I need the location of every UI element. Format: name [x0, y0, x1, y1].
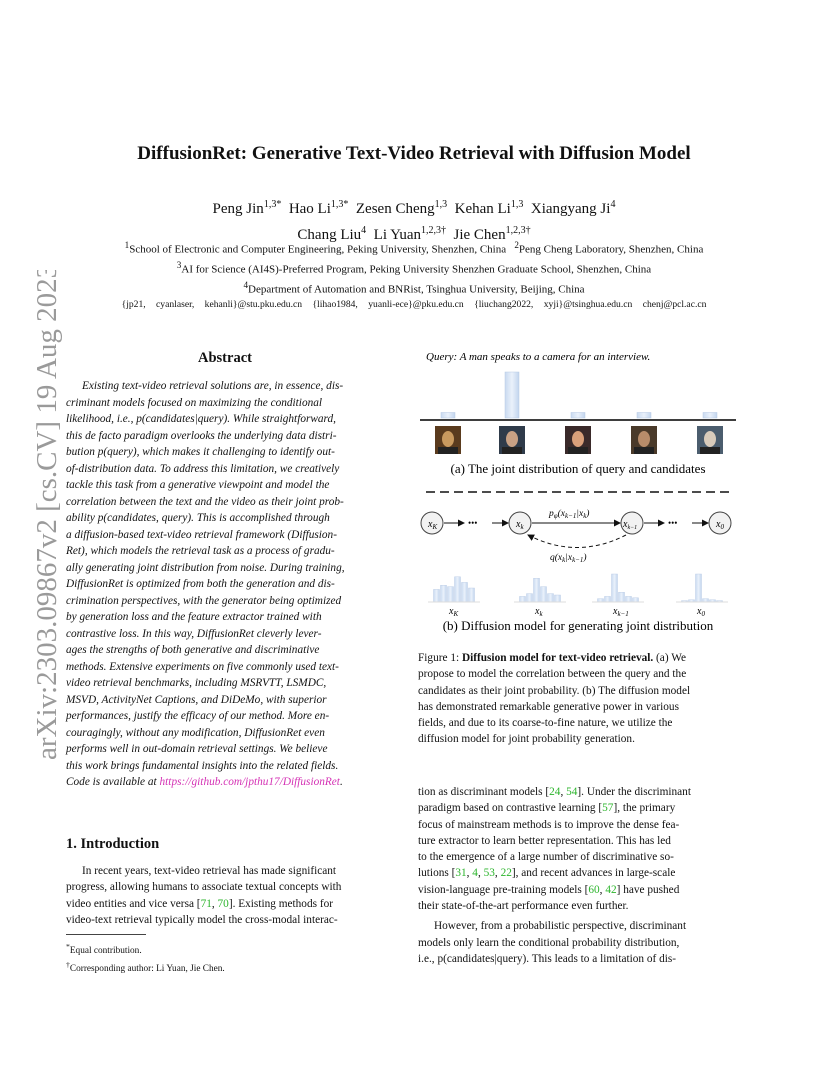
author-affil-sup: 1,2,3† [505, 225, 531, 236]
affil-sup: 2 [514, 240, 519, 250]
abstract-line: MSVD, ActivityNet Captions, and DiDeMo, with superior [66, 693, 327, 706]
footnote-rule [66, 934, 146, 935]
author-name: Jie Chen [453, 227, 506, 243]
abstract-line: this work brings fundamental insights into the related fields. [66, 759, 339, 772]
abstract-line: Ret), which models the retrieval task as a process of gradu- [66, 545, 335, 557]
diffusion-histograms [428, 574, 728, 618]
author-name: Kehan Li [454, 201, 511, 217]
author-affil-sup: 1,3 [434, 199, 448, 210]
paper-title: DiffusionRet: Generative Text-Video Retrieval with Diffusion Model [137, 143, 691, 164]
text-line: models only learn the conditional probability distribution, [418, 936, 680, 949]
text-line: vision-language pre-training models [60, 42] have pushed [418, 883, 680, 896]
svg-text:xk−1: $x_{k-1}$ [623, 519, 638, 531]
author-affil-sup: 1,3 [510, 199, 524, 210]
text-line: video entities and vice versa [71, 70]. Existing methods for [66, 897, 333, 910]
author-affil-sup: 1,3* [330, 199, 349, 210]
text-line: has demonstrated remarkable generative power in various [418, 700, 679, 713]
histogram-bar [555, 595, 561, 602]
affiliation-4: Department of Automation and BNRist, Tsinghua University, Beijing, China [248, 283, 585, 296]
author-affil-sup: 1,2,3† [421, 225, 447, 236]
abstract-line: crimination perspectives, with the generator being optimized [66, 594, 342, 607]
joint-bar [441, 412, 455, 418]
abstract-line: bution p(query), which makes it challenging to identify out- [66, 446, 335, 458]
affiliation-line-2 [20, 260, 808, 276]
abstract-line: likelihood, i.e., p(candidates|query). While straightforward, [66, 413, 337, 425]
abstract-line: couragingly, without any modification, DiffusionRet even [66, 726, 325, 739]
citation-link[interactable]: 60 [588, 883, 600, 896]
video-frame-thumbnail [631, 426, 657, 454]
histogram-bar [434, 589, 440, 602]
figure-query: Query: A man speaks to a camera for an interview. [426, 351, 651, 363]
histogram-label: $x_{k-1}$ [613, 606, 629, 618]
affiliation-1: School of Electronic and Computer Engineering, Peking University, Shenzhen, China [129, 243, 507, 256]
histogram-bar [455, 577, 461, 602]
text-line: In recent years, text-video retrieval has made significant [82, 865, 337, 877]
citation-link[interactable]: 4 [472, 867, 478, 880]
text-line: ture extractor to learn better representation. This has led [418, 834, 671, 847]
abstract-line: ages the strengths of both generative and discriminative [66, 644, 320, 656]
figure-caption-a: (a) The joint distribution of query and candidates [450, 461, 706, 476]
citation-link[interactable]: 24 [549, 786, 561, 798]
abstract-body [66, 378, 388, 791]
text-line: Figure 1: Diffusion model for text-video retrieval. (a) We [418, 652, 686, 664]
abstract-line: video retrieval benchmarks, including MSRVTT, LSMDC, [66, 677, 327, 689]
abstract-last-line: Code is available at https://github.com/jpthu17/DiffusionRet. [66, 776, 343, 788]
svg-text:x0: $x_0$ [716, 519, 724, 531]
author-name: Peng Jin [212, 201, 264, 217]
histogram-bar [703, 599, 709, 602]
joint-bar [637, 412, 651, 418]
abstract-line: Existing text-video retrieval solutions are, in essence, dis- [82, 380, 344, 392]
abstract-line: a diffusion-based text-video retrieval framework (Diffusion- [66, 528, 337, 541]
author-affil-sup: 1,3* [263, 199, 282, 210]
abstract-line: criminant models focused on maximizing the conditional [66, 396, 323, 409]
histogram-bar [612, 574, 618, 602]
joint-distribution-bars [441, 372, 717, 418]
histogram-bar [448, 587, 454, 602]
text-line: focus of mainstream methods is to improve the dense fea- [418, 818, 680, 831]
affiliation-line-1 [20, 240, 808, 256]
histogram-bar [534, 578, 540, 602]
abstract-line: correlation between the text and the video as their joint prob- [66, 495, 344, 508]
abstract-line: this de facto paradigm overlooks the underlying data distri- [66, 429, 337, 442]
author-list [100, 194, 728, 246]
histogram-bar [696, 574, 702, 602]
abstract-line: ally generating joint distribution from noise. During training, [66, 561, 345, 574]
histogram-bar [541, 587, 547, 602]
svg-text:xk: $x_k$ [516, 519, 524, 531]
text-line: video-text retrieval typically model the cross-modal interac- [66, 913, 338, 926]
histogram-bar [619, 592, 625, 602]
figure-caption-b: (b) Diffusion model for generating joint distribution [442, 618, 714, 633]
citation-link[interactable]: 22 [500, 867, 512, 880]
text-line: propose to model the correlation between the query and the [418, 668, 687, 681]
citation-link[interactable]: 57 [602, 802, 614, 815]
histogram-label: $x_k$ [535, 606, 543, 618]
code-link[interactable]: https://github.com/jpthu17/DiffusionRet [159, 776, 340, 788]
text-line: their state-of-the-art performance even further. [418, 900, 629, 913]
histogram-label: $x_0$ [697, 606, 705, 618]
citation-link[interactable]: 42 [605, 883, 617, 896]
figure-1-caption [418, 650, 738, 748]
author-affil-sup: 4 [610, 199, 616, 210]
abstract-line: of-distribution data. To address this limitation, we creatively [66, 462, 340, 475]
footnote-equal: *Equal contribution. [66, 942, 142, 957]
abstract-line: contrastive loss. In this way, DiffusionRet cleverly lever- [66, 627, 322, 640]
histogram-bar [527, 594, 533, 602]
arxiv-stamp [18, 270, 66, 770]
video-frame-thumbnail [565, 426, 591, 454]
affil-sup: 1 [124, 240, 130, 250]
histogram-bar [626, 596, 632, 602]
video-thumbnails [435, 426, 723, 454]
citation-link[interactable]: 31 [455, 867, 467, 880]
abstract-line: performances, justify the efficacy of our method. More en- [66, 710, 330, 722]
text-line: However, from a probabilistic perspective, discriminant [434, 920, 687, 933]
abstract-line: by generation loss and the feature extractor trained with [66, 611, 322, 623]
histogram-bar [520, 596, 526, 602]
figure-1 [412, 348, 744, 640]
affiliation-2: Peng Cheng Laboratory, Shenzhen, China [518, 243, 704, 256]
intro-paragraph [66, 863, 388, 928]
abstract-line: tackle this task from a generative viewpoint and model the [66, 479, 330, 491]
abstract-line: methods. Extensive experiments on five commonly used text- [66, 660, 339, 673]
text-line: diffusion model for joint probability generation. [418, 733, 635, 746]
citation-link[interactable]: 53 [483, 867, 495, 880]
intro-continuation [418, 784, 740, 967]
text-line: to the emergence of a large number of discriminative so- [418, 851, 674, 864]
histogram-bar [469, 588, 475, 602]
histogram-bar [548, 594, 554, 602]
abstract-line: DiffusionRet is optimized from both the generation and dis- [66, 578, 335, 590]
text-line: fields, and due to its coarse-to-fine nature, we utilize the [418, 717, 673, 730]
joint-bar [505, 372, 519, 418]
video-frame-thumbnail [435, 426, 461, 454]
histogram-bar [462, 582, 468, 602]
author-name: Zesen Cheng [355, 201, 435, 217]
histogram-label: $x_K$ [449, 606, 459, 618]
forward-process-arrow [528, 535, 626, 548]
author-affil-sup: 4 [361, 225, 367, 236]
abstract-heading: Abstract [198, 350, 252, 366]
text-line: tion as discriminant models [24, 54]. Under the discriminant [418, 786, 691, 798]
citation-link[interactable]: 71 [200, 897, 212, 910]
svg-text:•••: ••• [468, 518, 478, 528]
histogram-bar [598, 599, 604, 602]
abstract-line: ability p(candidates, query). This is accomplished through [66, 512, 330, 524]
joint-bar [703, 412, 717, 418]
histogram-bar [441, 585, 447, 602]
reverse-process-label: $p_\varphi(x_{k-1}|x_k)$ [549, 509, 590, 520]
section-heading-introduction: 1. Introduction [66, 836, 160, 852]
svg-text:xK: $x_K$ [428, 519, 438, 531]
affiliation-3: AI for Science (AI4S)-Preferred Program, Peking University Shenzhen Graduate School, Shenzhen, China [181, 263, 652, 276]
author-name: Xiangyang Ji [530, 201, 611, 217]
text-line: i.e., p(candidates|query). This leads to a limitation of dis- [418, 952, 677, 965]
author-name: Hao Li [288, 201, 331, 217]
footnote-corresponding: †Corresponding author: Li Yuan, Jie Chen. [66, 960, 225, 975]
footnotes [66, 940, 225, 976]
svg-text:•••: ••• [668, 518, 678, 528]
affil-sup: 3 [176, 260, 182, 270]
video-frame-thumbnail [499, 426, 525, 454]
abstract-line: performs well in out-domain retrieval settings. We believe [66, 743, 328, 755]
affiliation-line-3 [20, 280, 808, 296]
affil-sup: 4 [243, 280, 249, 290]
citation-link[interactable]: 54 [566, 786, 578, 798]
histogram-bar [633, 598, 639, 602]
text-line: candidates as their joint probability. (b) The diffusion model [418, 684, 691, 697]
author-emails: {jp21, cyanlaser, kehanli}@stu.pku.edu.cn {lihao1984, yuanli-ece}@pku.edu.cn {liuchang2022, xyji}@tsinghua.edu.cn chenj@pcl.ac.cn [121, 299, 707, 310]
joint-bar [571, 412, 585, 418]
author-name: Chang Liu [297, 227, 362, 243]
arxiv-id: arXiv:2303.09867v2 [cs.CV] 19 Aug 2023 [31, 270, 63, 760]
author-name: Li Yuan [373, 227, 422, 243]
author-line-1 [100, 194, 728, 220]
text-line: paradigm based on contrastive learning [57], the primary [418, 802, 676, 815]
text-line: progress, allowing humans to associate textual concepts with [66, 881, 342, 894]
diffusion-chain [421, 508, 731, 564]
text-line: lutions [31, 4, 53, 22], and recent advances in large-scale [418, 867, 676, 880]
histogram-bar [605, 596, 611, 602]
citation-link[interactable]: 70 [217, 897, 229, 910]
video-frame-thumbnail [697, 426, 723, 454]
forward-process-label: $q(x_k|x_{k-1})$ [550, 553, 587, 564]
